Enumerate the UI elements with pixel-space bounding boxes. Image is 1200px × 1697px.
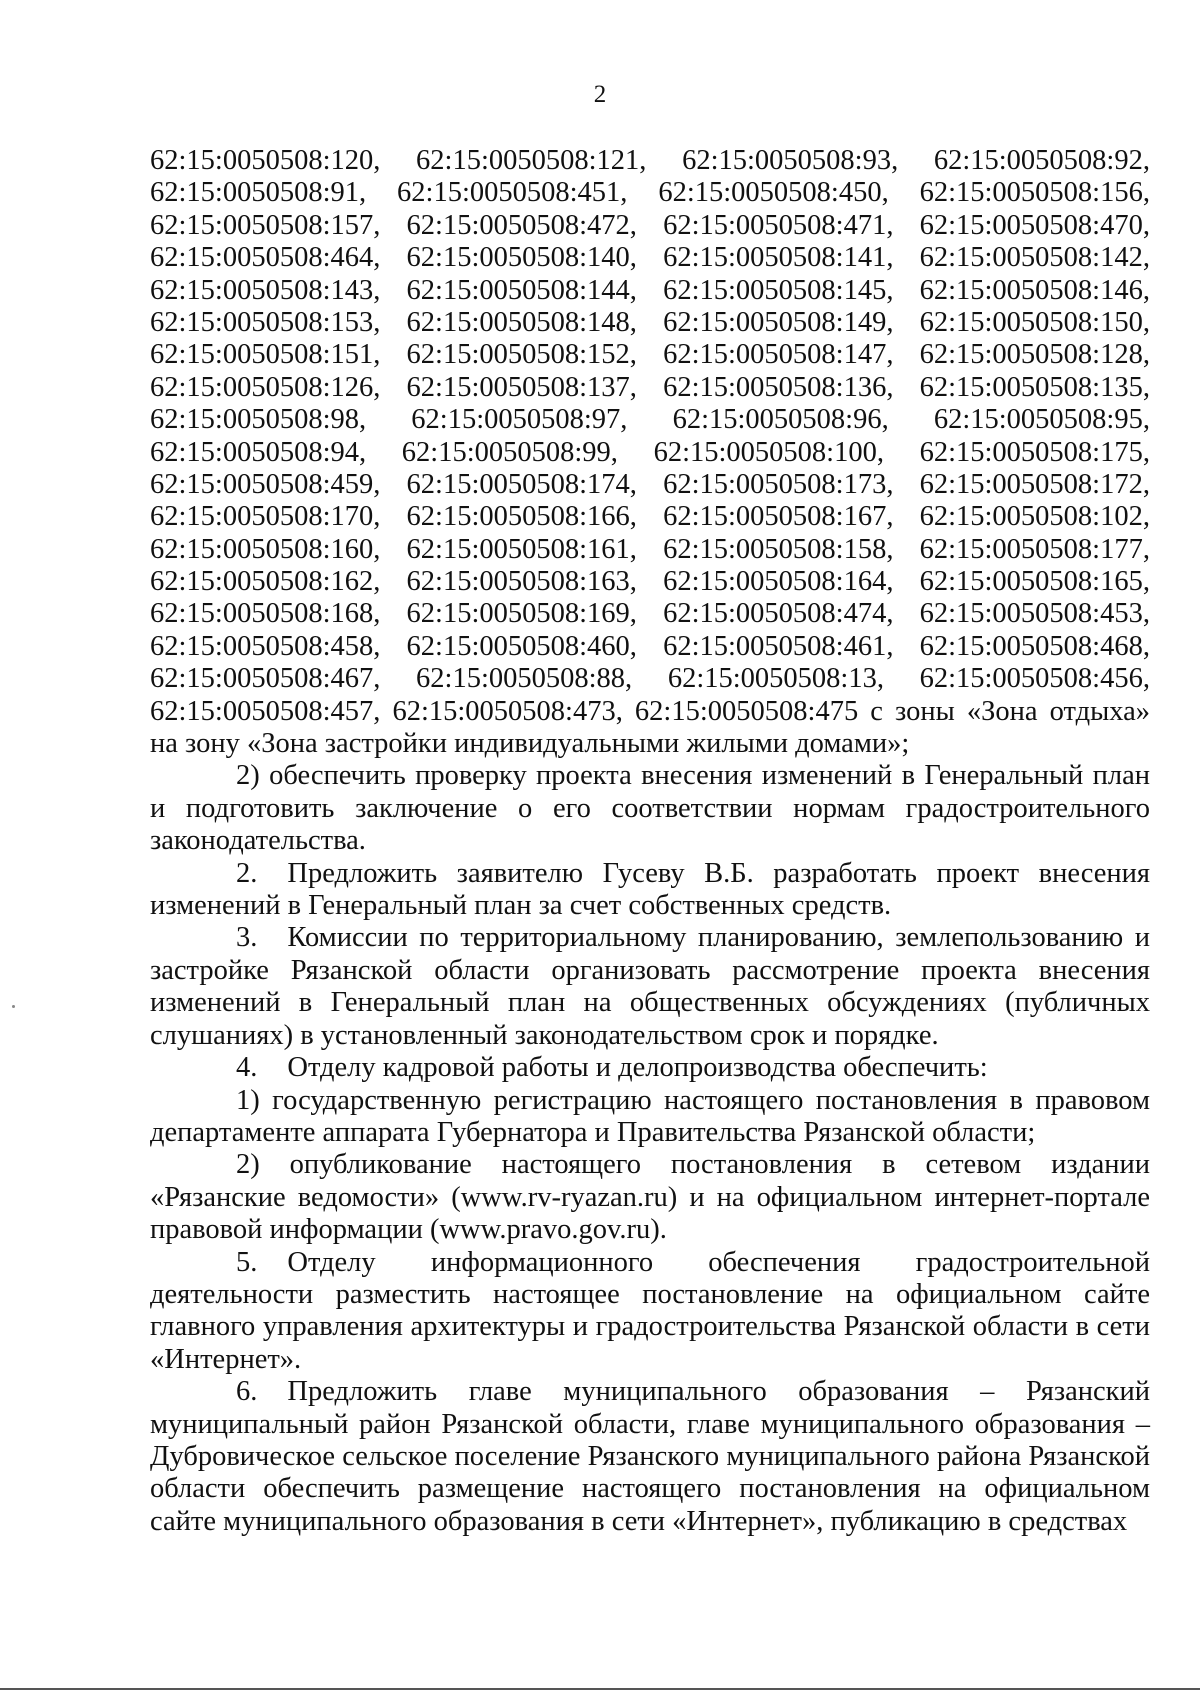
paragraph-item-5 xyxy=(150,1247,1150,1377)
cadastral-number: 62:15:0050508:121, xyxy=(416,145,647,176)
cadastral-number: 62:15:0050508:120, xyxy=(150,145,381,176)
cadastral-number: 62:15:0050508:91, xyxy=(150,177,367,209)
cadastral-number: 62:15:0050508:141, xyxy=(663,242,894,274)
cadastral-row xyxy=(150,404,1150,436)
cadastral-number: 62:15:0050508:450, xyxy=(658,177,889,209)
cadastral-number: 62:15:0050508:471, xyxy=(663,209,894,241)
cadastral-row xyxy=(150,663,1150,695)
cadastral-number: 62:15:0050508:157, xyxy=(150,209,381,241)
cadastral-number: 62:15:0050508:166, xyxy=(406,501,637,533)
cadastral-number: 62:15:0050508:148, xyxy=(406,306,637,338)
cadastral-number: 62:15:0050508:167, xyxy=(663,501,894,533)
cadastral-row xyxy=(150,631,1150,663)
cadastral-number: 62:15:0050508:98, xyxy=(150,404,367,436)
cadastral-number-list xyxy=(150,145,1150,696)
cadastral-number: 62:15:0050508:126, xyxy=(150,371,381,403)
item-text: Предложить заявителю Гусеву В.Б. разработать проект внесения изменений в Генеральный план за счет собственных средств. xyxy=(150,857,1150,922)
cadastral-number: 62:15:0050508:93, xyxy=(682,145,899,176)
cadastral-number: 62:15:0050508:156, xyxy=(919,177,1150,209)
cadastral-row xyxy=(150,242,1150,274)
cadastral-number: 62:15:0050508:13, xyxy=(667,663,884,695)
cadastral-number: 62:15:0050508:146, xyxy=(919,274,1150,306)
cadastral-number: 62:15:0050508:140, xyxy=(406,242,637,274)
cadastral-number: 62:15:0050508:162, xyxy=(150,566,381,598)
cadastral-number: 62:15:0050508:173, xyxy=(663,468,894,500)
paragraph-item-6 xyxy=(150,1376,1150,1538)
paragraph-item-1-2: 2) обеспечить проверку проекта внесения изменений в Генеральный план и подготовить заключение о его соответствии нормам градостроительного законодательства. xyxy=(150,760,1150,857)
cadastral-number: 62:15:0050508:175, xyxy=(919,436,1150,468)
cadastral-number: 62:15:0050508:95, xyxy=(933,404,1150,436)
cadastral-number: 62:15:0050508:158, xyxy=(663,533,894,565)
cadastral-number: 62:15:0050508:142, xyxy=(919,242,1150,274)
item-number: 2. xyxy=(236,857,258,889)
cadastral-number: 62:15:0050508:177, xyxy=(919,533,1150,565)
cadastral-number: 62:15:0050508:459, xyxy=(150,468,381,500)
cadastral-number: 62:15:0050508:92, xyxy=(933,145,1150,176)
cadastral-number: 62:15:0050508:168, xyxy=(150,598,381,630)
cadastral-row xyxy=(150,145,1150,177)
document-body xyxy=(150,145,1150,1538)
item-text: Предложить главе муниципального образования – Рязанский муниципальный район Рязанской области, главе муниципального образования – Дубровическое сельское поселение Рязанского муниципального района Рязанской области обеспечить размещение настоящего постановления на официальном сайте муниципального образования в сети «Интернет», публикацию в средствах xyxy=(150,1376,1150,1537)
cadastral-row xyxy=(150,437,1150,469)
cadastral-number: 62:15:0050508:128, xyxy=(919,339,1150,371)
cadastral-number: 62:15:0050508:453, xyxy=(919,598,1150,630)
cadastral-row xyxy=(150,210,1150,242)
paragraph-item-4-2: 2) опубликование настоящего постановления в сетевом издании «Рязанские ведомости» (www.rv-ryazan.ru) и на официальном интернет-портале правовой информации (www.pravo.gov.ru). xyxy=(150,1149,1150,1246)
cadastral-number: 62:15:0050508:136, xyxy=(663,371,894,403)
cadastral-number: 62:15:0050508:165, xyxy=(919,566,1150,598)
cadastral-number: 62:15:0050508:99, xyxy=(401,436,618,468)
cadastral-row xyxy=(150,372,1150,404)
cadastral-number: 62:15:0050508:468, xyxy=(919,630,1150,662)
cadastral-row xyxy=(150,307,1150,339)
cadastral-number: 62:15:0050508:163, xyxy=(406,566,637,598)
cadastral-row xyxy=(150,598,1150,630)
item-number: 6. xyxy=(236,1376,258,1408)
cadastral-number: 62:15:0050508:160, xyxy=(150,533,381,565)
cadastral-number: 62:15:0050508:169, xyxy=(406,598,637,630)
cadastral-number: 62:15:0050508:150, xyxy=(919,306,1150,338)
cadastral-number: 62:15:0050508:170, xyxy=(150,501,381,533)
item-number: 4. xyxy=(236,1052,258,1084)
cadastral-number: 62:15:0050508:172, xyxy=(919,468,1150,500)
cadastral-number: 62:15:0050508:151, xyxy=(150,339,381,371)
cadastral-row xyxy=(150,469,1150,501)
cadastral-row xyxy=(150,534,1150,566)
item-text: Комиссии по территориальному планированию, землепользованию и застройке Рязанской области организовать рассмотрение проекта внесения изменений в Генеральный план на общественных обсуждениях (публичных слушаниях) в установленный законодательством срок и порядке. xyxy=(150,922,1150,1051)
item-number: 3. xyxy=(236,922,258,954)
scan-edge-line xyxy=(0,1688,1200,1690)
cadastral-number: 62:15:0050508:153, xyxy=(150,306,381,338)
cadastral-row xyxy=(150,339,1150,371)
item-number: 5. xyxy=(236,1246,258,1278)
paragraph-item-4-1: 1) государственную регистрацию настоящего постановления в правовом департаменте аппарата Губернатора и Правительства Рязанской области; xyxy=(150,1084,1150,1148)
cadastral-number: 62:15:0050508:100, xyxy=(653,436,884,468)
cadastral-row xyxy=(150,177,1150,209)
cadastral-number: 62:15:0050508:460, xyxy=(406,630,637,662)
cadastral-number: 62:15:0050508:145, xyxy=(663,274,894,306)
cadastral-number: 62:15:0050508:174, xyxy=(406,468,637,500)
cadastral-row xyxy=(150,566,1150,598)
cadastral-number: 62:15:0050508:144, xyxy=(406,274,637,306)
item-text: Отделу информационного обеспечения градостроительной деятельности разместить настоящее постановление на официальном сайте главного управления архитектуры и градостроительства Рязанской области в сети «Интернет». xyxy=(150,1246,1150,1375)
cadastral-number: 62:15:0050508:135, xyxy=(919,371,1150,403)
zone-change-paragraph: 62:15:0050508:457, 62:15:0050508:473, 62:15:0050508:475 с зоны «Зона отдыха» на зону «Зона застройки индивидуальными жилыми домами»; xyxy=(150,695,1150,760)
cadastral-number: 62:15:0050508:102, xyxy=(919,501,1150,533)
paragraph-item-3 xyxy=(150,922,1150,1052)
cadastral-number: 62:15:0050508:152, xyxy=(406,339,637,371)
cadastral-number: 62:15:0050508:147, xyxy=(663,339,894,371)
cadastral-row xyxy=(150,275,1150,307)
scan-speck xyxy=(12,1005,15,1008)
cadastral-number: 62:15:0050508:137, xyxy=(406,371,637,403)
cadastral-number: 62:15:0050508:164, xyxy=(663,566,894,598)
cadastral-number: 62:15:0050508:96, xyxy=(672,404,889,436)
cadastral-number: 62:15:0050508:458, xyxy=(150,630,381,662)
cadastral-row xyxy=(150,501,1150,533)
cadastral-number: 62:15:0050508:470, xyxy=(919,209,1150,241)
cadastral-number: 62:15:0050508:474, xyxy=(663,598,894,630)
cadastral-number: 62:15:0050508:94, xyxy=(150,436,367,468)
cadastral-number: 62:15:0050508:97, xyxy=(411,404,628,436)
cadastral-number: 62:15:0050508:472, xyxy=(406,209,637,241)
cadastral-number: 62:15:0050508:451, xyxy=(397,177,628,209)
paragraph-item-4 xyxy=(150,1052,1150,1084)
cadastral-number: 62:15:0050508:461, xyxy=(663,630,894,662)
paragraph-item-2 xyxy=(150,858,1150,923)
cadastral-number: 62:15:0050508:149, xyxy=(663,306,894,338)
cadastral-number: 62:15:0050508:161, xyxy=(406,533,637,565)
cadastral-number: 62:15:0050508:143, xyxy=(150,274,381,306)
cadastral-number: 62:15:0050508:456, xyxy=(919,663,1150,695)
cadastral-number: 62:15:0050508:464, xyxy=(150,242,381,274)
cadastral-number: 62:15:0050508:88, xyxy=(416,663,633,695)
item-text: Отделу кадровой работы и делопроизводства обеспечить: xyxy=(287,1052,988,1084)
page-number: 2 xyxy=(593,81,607,108)
cadastral-number: 62:15:0050508:467, xyxy=(150,663,381,695)
